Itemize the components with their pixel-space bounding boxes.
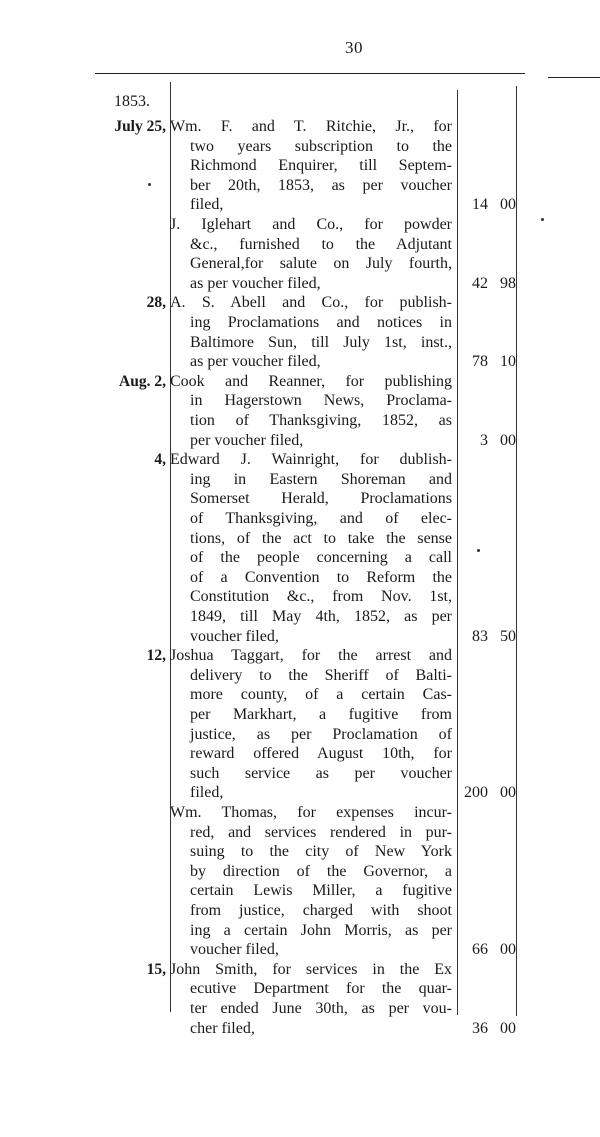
entry-date: 4, [154,451,166,469]
amount-column-rule-right [516,86,517,1016]
entry-text-line: ing in Eastern Shoreman and [190,470,452,488]
entry-amount [452,1019,516,1039]
entry-description [170,293,452,371]
entry-text-line: ing Proclamations and notices in [190,313,452,331]
entry-amount [452,431,516,451]
entry-description [170,117,452,215]
amount-cents: 98 [500,274,516,292]
entry-text-line: ber 20th, 1853, as per voucher [190,176,452,194]
amount-cents: 50 [500,627,516,645]
entry-text-line: in Hagerstown News, Proclama- [190,392,452,410]
entry-text-line: ecutive Department for the quar- [190,980,452,998]
amount-cents: 00 [500,784,516,802]
entry-text-line: suing to the city of New York [190,843,452,861]
amount-column-rule-left [457,90,458,1015]
amount-dollars: 36 [472,1019,488,1037]
ink-speck [477,549,480,552]
amount-dollars: 200 [464,784,488,802]
amount-dollars: 14 [472,196,488,214]
amount-dollars: 42 [472,274,488,292]
amount-cents: 00 [500,431,516,449]
entry-text-line: per voucher filed, [190,431,304,449]
entry-amount [452,940,516,960]
top-rule-right [548,77,600,78]
entry-description [170,646,452,803]
entry-text-line: such service as per voucher [190,764,452,782]
amount-cents: 10 [500,353,516,371]
top-rule [95,73,525,74]
entry-text-line: A. S. Abell and Co., for publish- [170,294,452,312]
entry-text-line: voucher filed, [190,941,279,959]
entry-date: 28, [146,294,166,312]
entry-text-line: by direction of the Governor, a [190,862,452,880]
page-number: 30 [345,38,363,57]
entry-description [170,372,452,450]
entry-text-line: filed, [190,784,224,802]
amount-cents: 00 [500,941,516,959]
amount-dollars: 3 [480,431,488,449]
entry-text-line: Joshua Taggart, for the arrest and [170,647,452,665]
amount-cents: 00 [500,196,516,214]
entry-description [170,960,452,1038]
entry-date: 15, [146,960,166,978]
entry-description [170,450,452,646]
entry-text-line: as per voucher filed, [190,274,321,292]
entry-text-line: tions, of the act to take the sense [190,529,452,547]
entry-text-line: of Thanksgiving, and of elec- [190,509,452,527]
entry-text-line: of a Convention to Reform the [190,568,452,586]
entry-text-line: John Smith, for services in the Ex [170,960,452,978]
entry-text-line: two years subscription to the [190,137,452,155]
entry-text-line: as per voucher filed, [190,353,321,371]
amount-cents: 00 [500,1019,516,1037]
amount-dollars: 78 [472,353,488,371]
ink-speck [541,218,544,221]
entry-text-line: 1849, till May 4th, 1852, as per [190,607,452,625]
entry-text-line: ter ended June 30th, as per vou- [190,999,452,1017]
entry-text-line: voucher filed, [190,627,279,645]
entry-text-line: General,for salute on July fourth, [190,255,452,273]
entry-text-line: &c., furnished to the Adjutant [190,235,452,253]
entry-text-line: Edward J. Wainright, for dublish- [170,451,452,469]
entry-text-line: Wm. F. and T. Ritchie, Jr., for [170,118,452,135]
entry-date: 12, [146,647,166,665]
entry-text-line: Cook and Reanner, for publishing [170,372,452,390]
entry-text-line: red, and services rendered in pur- [190,823,452,841]
entry-text-line: per Markhart, a fugitive from [190,705,452,723]
entry-text-line: delivery to the Sheriff of Balti- [190,666,452,684]
entry-text-line: Baltimore Sun, till July 1st, inst., [190,333,452,351]
year-heading: 1853. [114,93,150,110]
entry-description [170,803,452,960]
entry-amount [452,274,516,294]
entry-text-line: justice, as per Proclamation of [190,725,452,743]
entry-text-line: ing a certain John Morris, as per [190,921,452,939]
entry-amount [452,627,516,647]
entry-text-line: tion of Thanksgiving, 1852, as [190,411,452,429]
entry-description [170,215,452,293]
entry-amount [452,783,516,803]
entry-text-line: filed, [190,196,224,214]
entry-text-line: J. Iglehart and Co., for powder [170,216,452,233]
entry-text-line: Richmond Enquirer, till Septem- [190,157,452,175]
entry-text-line: of the people concerning a call [190,549,452,567]
entry-text-line: more county, of a certain Cas- [190,686,452,704]
entry-text-line: reward offered August 10th, for [190,745,452,763]
entry-text-line: Constitution &c., from Nov. 1st, [190,588,452,606]
entry-amount [452,195,516,215]
amount-dollars: 83 [472,627,488,645]
entry-text-line: certain Lewis Miller, a fugitive [190,882,452,900]
entry-date: July 25, [114,118,166,135]
ink-speck [148,183,151,186]
entry-text-line: from justice, charged with shoot [190,901,452,919]
entry-date: Aug. 2, [119,372,166,390]
entry-text-line: cher filed, [190,1019,255,1037]
entry-text-line: Somerset Herald, Proclamations [190,490,452,508]
entry-text-line: Wm. Thomas, for expenses incur- [170,804,452,821]
entry-amount [452,352,516,372]
amount-dollars: 66 [472,941,488,959]
